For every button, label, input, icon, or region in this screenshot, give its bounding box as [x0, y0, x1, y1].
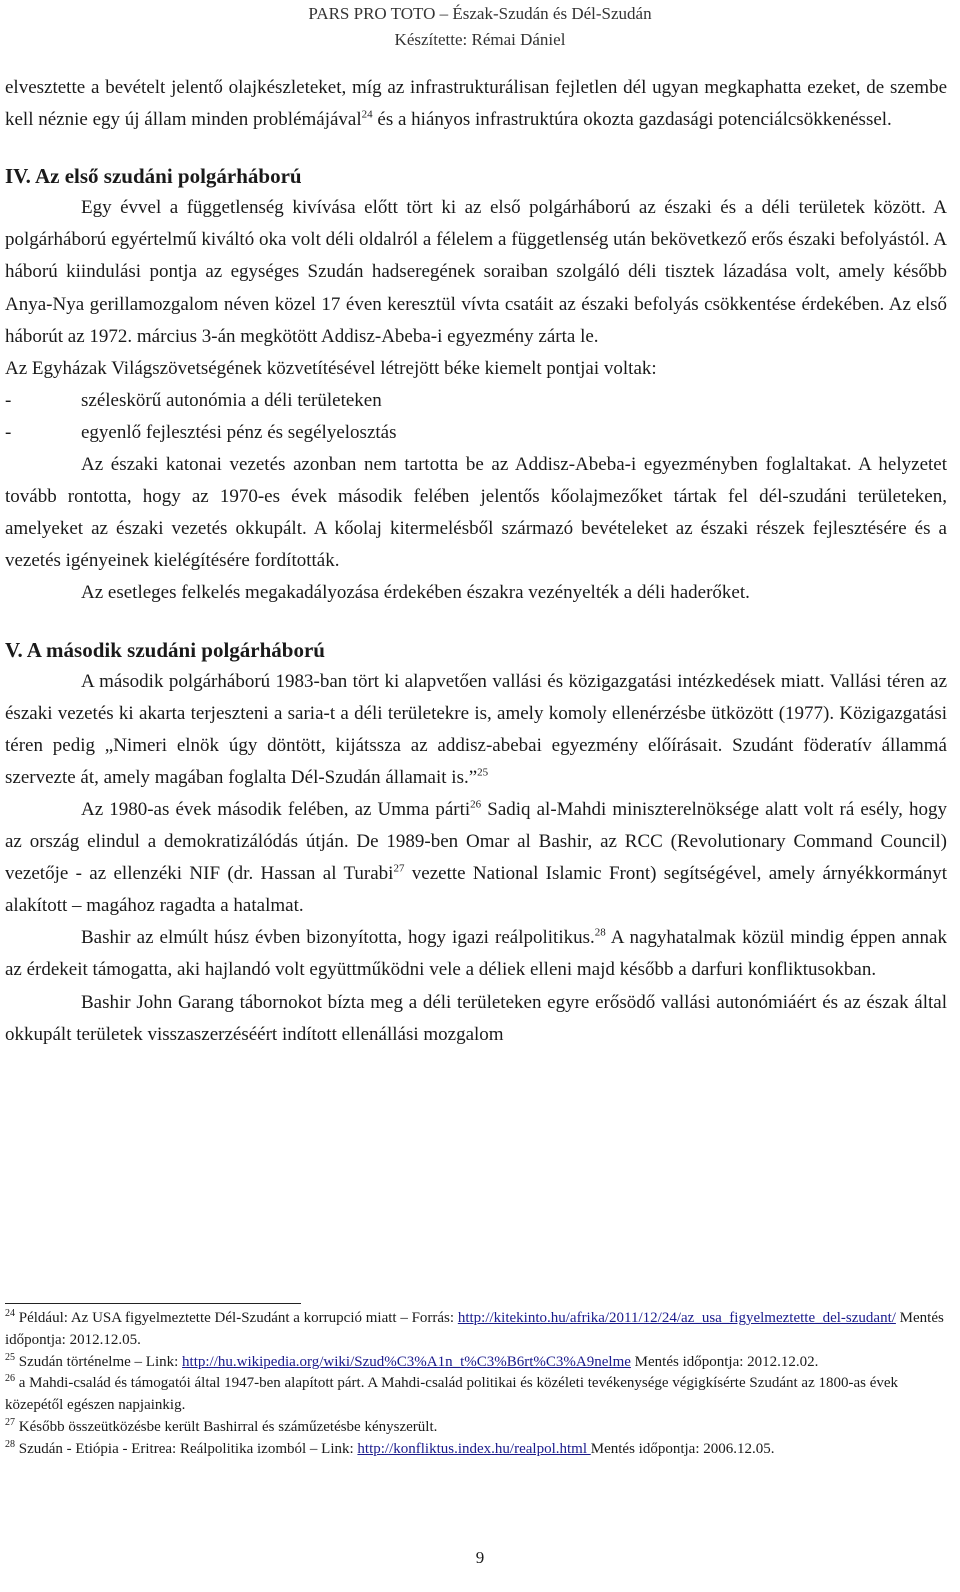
footnote: $^{24}$ Például: Az USA figyelmeztette Dél-Szudánt a korrupció miatt – Forrás: http://kitekinto.hu/afrika/2011/12/24/az_usa_figyelmeztette_del-szudant/ Mentés időpontja: 2012.12.05. [5, 1308, 944, 1348]
running-header-title: PARS PRO TOTO – Észak-Szudán és Dél-Szudán [308, 4, 652, 23]
footnote-link[interactable]: http://kitekinto.hu/afrika/2011/12/24/az_usa_figyelmeztette_del-szudant/ [457, 1310, 896, 1326]
footnote-ref[interactable]: 24 [361, 108, 373, 121]
footnote-separator [5, 1303, 301, 1304]
page-number: 9 [475, 1548, 485, 1567]
footnote-link[interactable]: http://konfliktus.index.hu/realpol.html [357, 1440, 591, 1457]
paragraph: Bashir John Garang tábornokot bízta meg a déli területeken egyre erősödő vallási autonómiáért és az észak által okkupált területek visszaszerzéséért indított ellenállási mozgalom [5, 991, 947, 1045]
paragraph: A második polgárháború 1983-ban tört ki alapvetően vallási és közigazgatási intézkedések miatt. Vallási téren az északi vezetés ki akarta terjeszteni a saria-t a déli területekre is, amely komoly ellenérzésbe ütközött (1977). Közigazgatási téren pedig „Nimeri elnök úgy döntött, kijátssza az addisz-abebai egyezmény előírásait. Szudánt föderatív állammá szervezte át, amely magában foglalta Dél-Szudán államait is.”$^{25}$ [5, 670, 947, 788]
list-item: - egyenlő fejlesztési pénz és segélyelosztás [5, 421, 397, 443]
footnote: $^{25}$ Szudán történelme – Link: http://hu.wikipedia.org/wiki/Szud%C3%A1n_t%C3%B6rt%C3%A9nelme Mentés időpontja: 2012.12.02. [5, 1351, 819, 1370]
section-heading: IV. Az első szudáni polgárháború [5, 164, 302, 189]
list-item: - széleskörű autonómia a déli területeken [5, 389, 382, 411]
footnote-ref[interactable]: 26 [470, 798, 482, 811]
paragraph: Az 1980-as évek második felében, az Umma párti$^{26}$ Sadiq al-Mahdi miniszterelnöksége alatt volt rá esély, hogy az ország elindul a demokratizálódás útján. De 1989-ben Omar al Bashir, az RCC (Revolutionary Command Council) vezetője - az ellenzéki NIF (dr. Hassan al Turabi$^{27}$ vezette National Islamic Front) segítségével, amely árnyékkormányt alakított – magához ragadta a hatalmat. [5, 798, 947, 917]
body-text [5, 72, 947, 1051]
paragraph: Az esetleges felkelés megakadályozása érdekében északra vezényelték a déli haderőket. [81, 582, 750, 604]
footnote-link[interactable]: http://hu.wikipedia.org/wiki/Szud%C3%A1n_t%C3%B6rt%C3%A9nelme [182, 1353, 631, 1370]
footnote-ref[interactable]: 28 [594, 927, 606, 940]
section-heading: V. A második szudáni polgárháború [5, 637, 325, 662]
paragraph: Bashir az elmúlt húsz évben bizonyította, hogy igazi reálpolitikus.$^{28}$ A nagyhatalmak közül mindig éppen annak az érdekeit támogatta, aki hajlandó volt együttműködni vele a déliek elleni majd később a darfuri konfliktusokban. [5, 927, 947, 981]
running-header-author: Készítette: Rémai Dániel [394, 30, 566, 49]
footnote-ref[interactable]: 25 [477, 766, 489, 779]
paragraph: Az északi katonai vezetés azonban nem tartotta be az Addisz-Abeba-i egyezményben foglaltakat. A helyzetet tovább rontotta, hogy az 1970-es évek második felében jelentős kőolajmezőket tártak fel dél-szudáni területeken, amelyeket az északi vezetés okkupált. A kőolaj kitermelésből származó bevételeket az északi részek fejlesztésére és a vezetés igényeinek kielégítésére fordították. [5, 454, 947, 572]
footnote: $^{28}$ Szudán - Etiópia - Eritrea: Reálpolitika izomból – Link: http://konfliktus.index.hu/realpol.html Mentés időpontja: 2006.12.05. [5, 1438, 775, 1457]
paragraph: Az Egyházak Világszövetségének közvetítésével létrejött béke kiemelt pontjai voltak: [5, 357, 657, 379]
footnote: $^{27}$ Később összeütközésbe került Bashirral és száműzetésbe kényszerült. [5, 1416, 438, 1435]
paragraph: Egy évvel a függetlenség kivívása előtt tört ki az első polgárháború az északi és a déli területek között. A polgárháború egyértelmű kiváltó oka volt déli oldalról a félelem a függetlenség után bekövetkező erős északi befolyástól. A háború kiindulási pontja az egységes Szudán hadseregének soraiban szolgáló déli tisztek lázadása volt, amely később Anya-Nya gerillamozgalom néven közel 17 éven keresztül vívta csatáit az északi befolyás csökkentése érdekében. Az első háborút az 1972. március 3-án megkötött Addisz-Abeba-i egyezmény zárta le. [5, 197, 947, 347]
footnote-ref[interactable]: 27 [393, 862, 405, 875]
footnotes [5, 1308, 947, 1461]
intro-paragraph: elvesztette a bevételt jelentő olajkészleteket, míg az infrastrukturálisan fejletlen dél ugyan megkaphatta ezeket, de szembe kell néznie egy új állam minden problémájával$^{24}$ és a hiányos infrastruktúra okozta gazdasági potenciálcsökkenéssel. [5, 77, 947, 131]
footnote: $^{26}$ a Mahdi-család és támogatói által 1947-ben alapított párt. A Mahdi-család politikai és közéleti tevékenysége végigkísérte Szudánt az 1800-as évek közepétől egészen napjainkig. [5, 1373, 899, 1414]
